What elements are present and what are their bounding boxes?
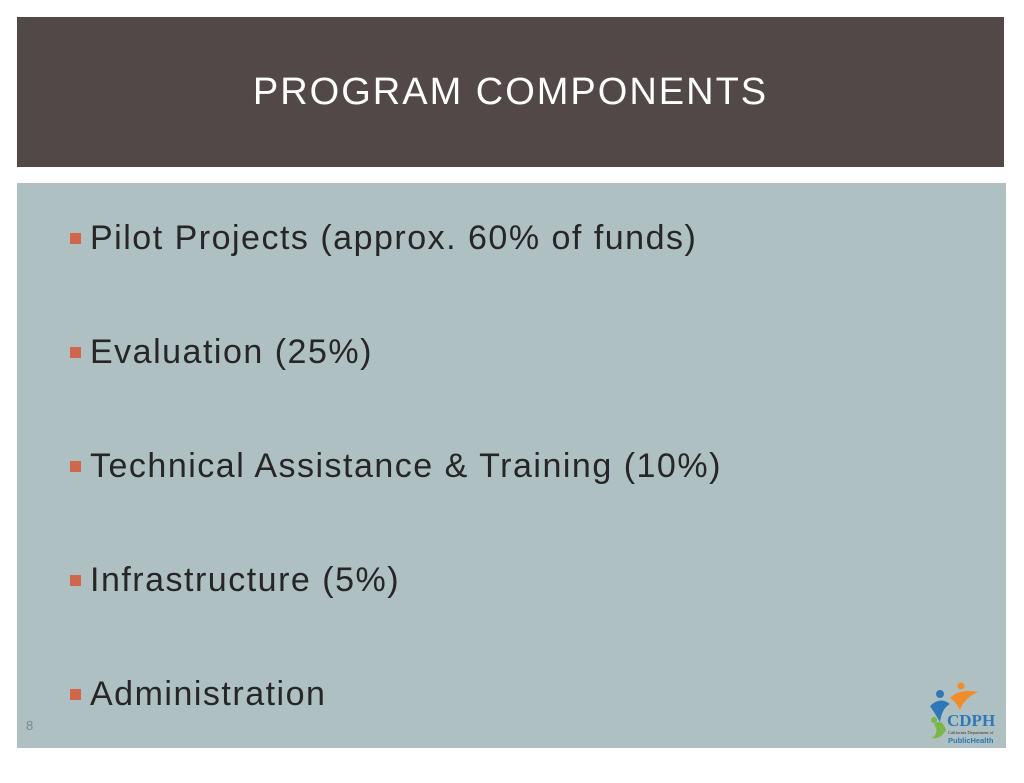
bullet-item-administration [70, 669, 722, 719]
bullet-label: Infrastructure (5%) [90, 560, 401, 599]
square-bullet-icon [70, 233, 81, 244]
bullet-label: Administration [90, 674, 327, 713]
logo-tagline: PublicHealth [948, 736, 994, 745]
cdph-logo-icon [920, 678, 1010, 748]
bullet-label: Pilot Projects (approx. 60% of funds) [90, 218, 698, 257]
square-bullet-icon [70, 347, 81, 358]
logo-subtitle: California Department of [948, 730, 994, 735]
bullet-label: Evaluation (25%) [90, 332, 373, 371]
bullet-item-infrastructure [70, 555, 722, 605]
page-number: 8 [26, 718, 34, 733]
bullet-item-pilot-projects [70, 213, 722, 263]
bullet-item-evaluation [70, 327, 722, 377]
square-bullet-icon [70, 461, 81, 472]
slide-title: PROGRAM COMPONENTS [252, 70, 769, 113]
title-bar [17, 17, 1004, 167]
bullet-item-technical-assistance [70, 441, 722, 491]
bullet-list [70, 213, 722, 783]
svg-text:CDPH: CDPH [947, 711, 996, 730]
bullet-label: Technical Assistance & Training (10%) [90, 446, 722, 485]
square-bullet-icon [70, 575, 81, 586]
square-bullet-icon [70, 689, 81, 700]
